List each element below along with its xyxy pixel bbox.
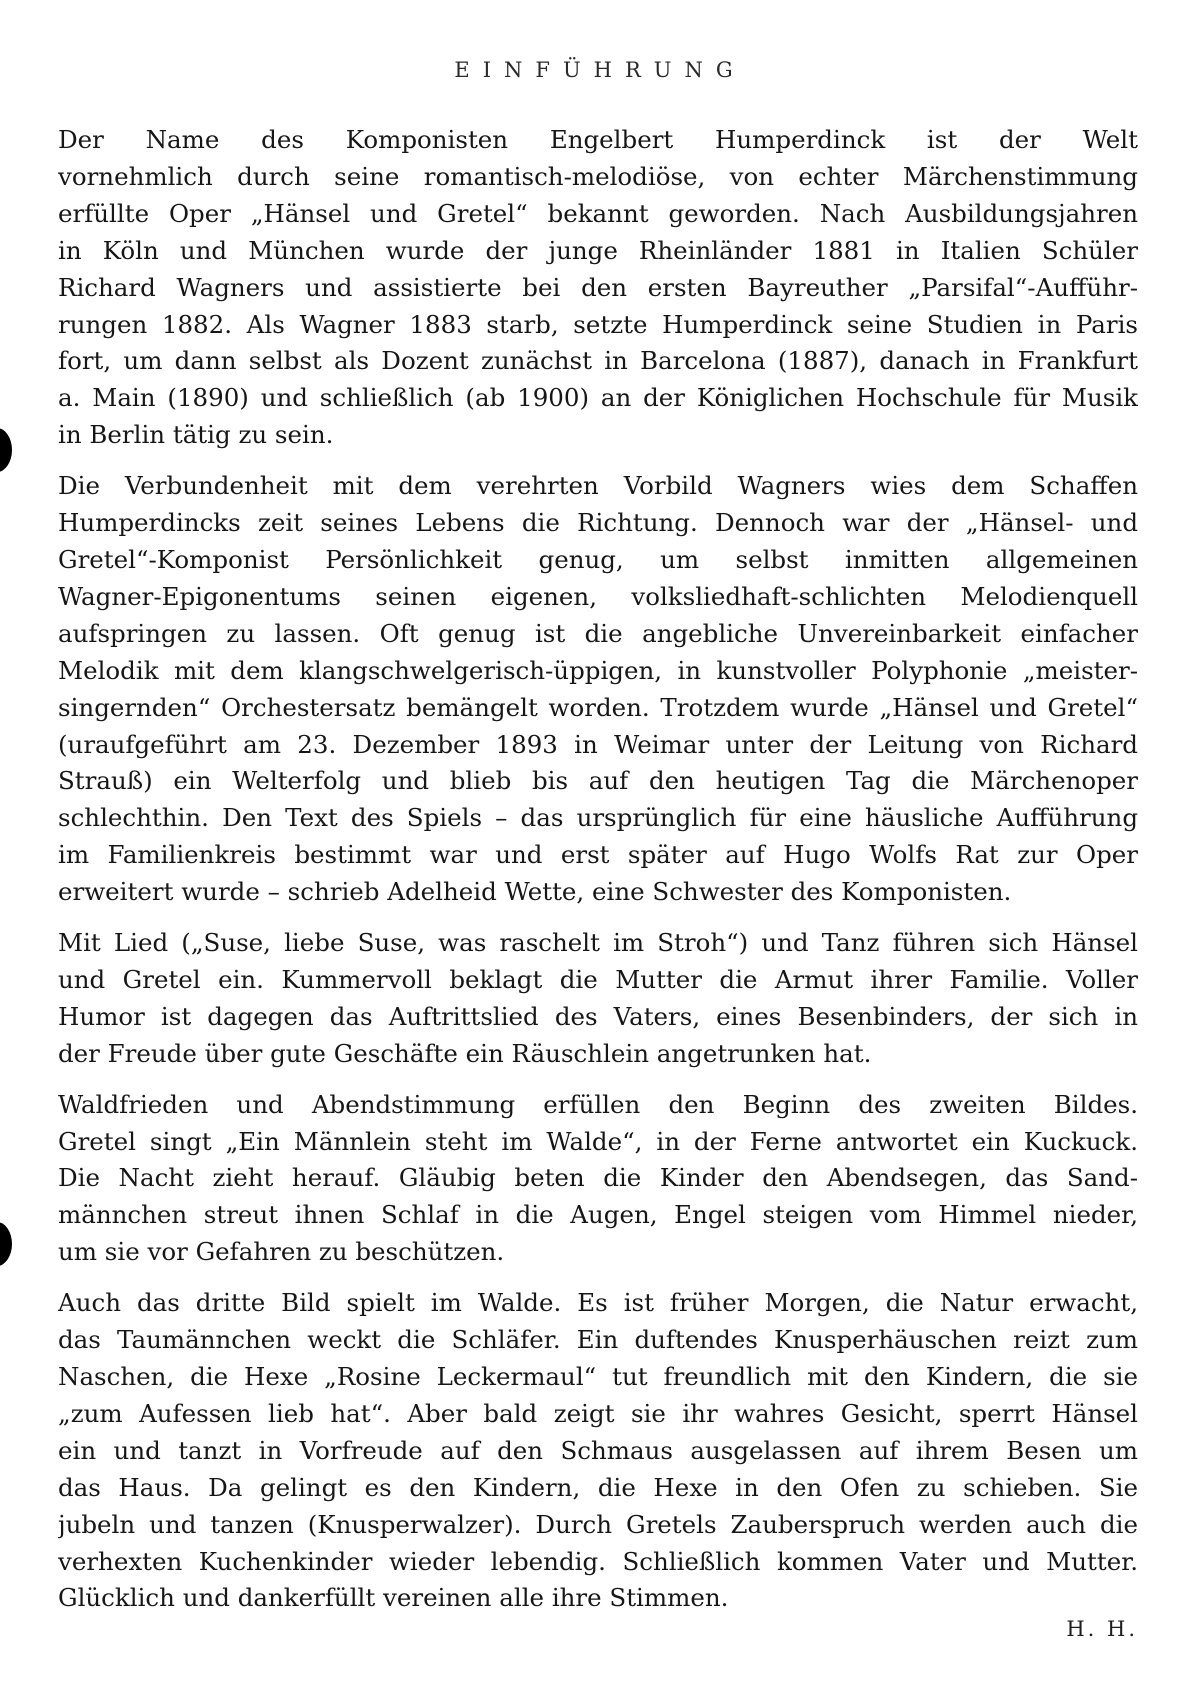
text-line: ein und tanzt in Vorfreude auf den Schmaus ausgelassen auf ihrem Besen um (58, 1435, 1138, 1465)
text-line: (uraufgeführt am 23. Dezember 1893 in Weimar unter der Leitung von Richard (58, 729, 1138, 759)
text-line: das Haus. Da gelingt es den Kindern, die Hexe in den Ofen zu schieben. Sie (58, 1472, 1138, 1502)
text-line: vornehmlich durch seine romantisch-melodiöse, von echter Märchenstimmung (58, 161, 1138, 191)
text-line: Gretel“-Komponist Persönlichkeit genug, um selbst inmitten allgemeinen (58, 544, 1138, 574)
text-line: das Taumännchen weckt die Schläfer. Ein duftendes Knusperhäuschen reizt zum (58, 1325, 1138, 1355)
text-line: Auch das dritte Bild spielt im Walde. Es ist früher Morgen, die Natur erwacht, (58, 1288, 1138, 1318)
text-line: Richard Wagners und assistierte bei den ersten Bayreuther „Parsifal“-Aufführ- (58, 272, 1138, 302)
text-line: verhexten Kuchenkinder wieder lebendig. Schließlich kommen Vater und Mutter. (58, 1546, 1138, 1576)
paragraph (58, 1285, 1138, 1617)
text-line: Die Verbundenheit mit dem verehrten Vorbild Wagners wies dem Schaffen (58, 471, 1138, 501)
text-line: Gretel singt „Ein Männlein steht im Walde“, in der Ferne antwortet ein Kuckuck. (58, 1126, 1138, 1156)
text-line: in Berlin tätig zu sein. (58, 420, 334, 450)
text-line: erfüllte Oper „Hänsel und Gretel“ bekannt geworden. Nach Ausbildungsjahren (58, 198, 1138, 228)
text-line: rungen 1882. Als Wagner 1883 starb, setzte Humperdinck seine Studien in Paris (58, 309, 1138, 339)
text-line: schlechthin. Den Text des Spiels – das ursprünglich für eine häusliche Aufführung (58, 803, 1138, 833)
paragraph (58, 1087, 1138, 1272)
text-line: Humperdincks zeit seines Lebens die Richtung. Dennoch war der „Hänsel- und (58, 508, 1138, 538)
text-line: Die Nacht zieht herauf. Gläubig beten die Kinder den Abendsegen, das Sand- (58, 1163, 1138, 1193)
text-line: erweitert wurde – schrieb Adelheid Wette, eine Schwester des Komponisten. (58, 877, 1012, 907)
text-line: im Familienkreis bestimmt war und erst später auf Hugo Wolfs Rat zur Oper (58, 840, 1138, 870)
text-line: männchen streut ihnen Schlaf in die Augen, Engel steigen vom Himmel nieder, (58, 1200, 1138, 1230)
text-line: in Köln und München wurde der junge Rheinländer 1881 in Italien Schüler (58, 235, 1138, 265)
paragraph (58, 122, 1138, 454)
text-line: Mit Lied („Suse, liebe Suse, was raschelt im Stroh“) und Tanz führen sich Hänsel (58, 928, 1138, 958)
text-line: aufspringen zu lassen. Oft genug ist die angebliche Unvereinbarkeit einfacher (58, 618, 1138, 648)
page-heading: EINFÜHRUNG (454, 58, 746, 82)
punch-hole-mark (0, 1222, 12, 1266)
text-line: Naschen, die Hexe „Rosine Leckermaul“ tut freundlich mit den Kindern, die sie (58, 1362, 1138, 1391)
text-line: Waldfrieden und Abendstimmung erfüllen den Beginn des zweiten Bildes. (58, 1089, 1138, 1119)
text-line: Humor ist dagegen das Auftrittslied des Vaters, eines Besenbinders, der sich in (58, 1001, 1138, 1031)
text-line: a. Main (1890) und schließlich (ab 1900) an der Königlichen Hochschule für Musik (58, 383, 1138, 413)
text-line: Strauß) ein Welterfolg und blieb bis auf den heutigen Tag die Märchenoper (58, 766, 1138, 796)
text-line: Glücklich und dankerfüllt vereinen alle ihre Stimmen. (58, 1583, 729, 1613)
body-text (58, 122, 1138, 1631)
punch-hole-mark (0, 428, 12, 472)
paragraph (58, 925, 1138, 1073)
text-line: „zum Aufessen lieb hat“. Aber bald zeigt sie ihr wahres Gesicht, sperrt Hänsel (58, 1398, 1138, 1428)
text-line: der Freude über gute Geschäfte ein Räuschlein angetrunken hat. (58, 1038, 872, 1068)
text-line: und Gretel ein. Kummervoll beklagt die Mutter die Armut ihrer Familie. Voller (58, 964, 1138, 994)
text-line: Wagner-Epigonentums seinen eigenen, volksliedhaft-schlichten Melodienquell (58, 581, 1138, 611)
text-line: singernden“ Orchestersatz bemängelt worden. Trotzdem wurde „Hänsel und Gretel“ (58, 692, 1138, 722)
text-line: um sie vor Gefahren zu beschützen. (58, 1237, 505, 1267)
paragraph (58, 468, 1138, 911)
text-line: jubeln und tanzen (Knusperwalzer). Durch Gretels Zauberspruch werden auch die (58, 1509, 1138, 1539)
text-line: Der Name des Komponisten Engelbert Humperdinck ist der Welt (58, 125, 1138, 154)
author-initials: H. H. (1066, 1617, 1138, 1641)
text-line: Melodik mit dem klangschwelgerisch-üppigen, in kunstvoller Polyphonie „meister- (58, 655, 1138, 685)
text-line: fort, um dann selbst als Dozent zunächst in Barcelona (1887), danach in Frankfurt (58, 346, 1138, 376)
